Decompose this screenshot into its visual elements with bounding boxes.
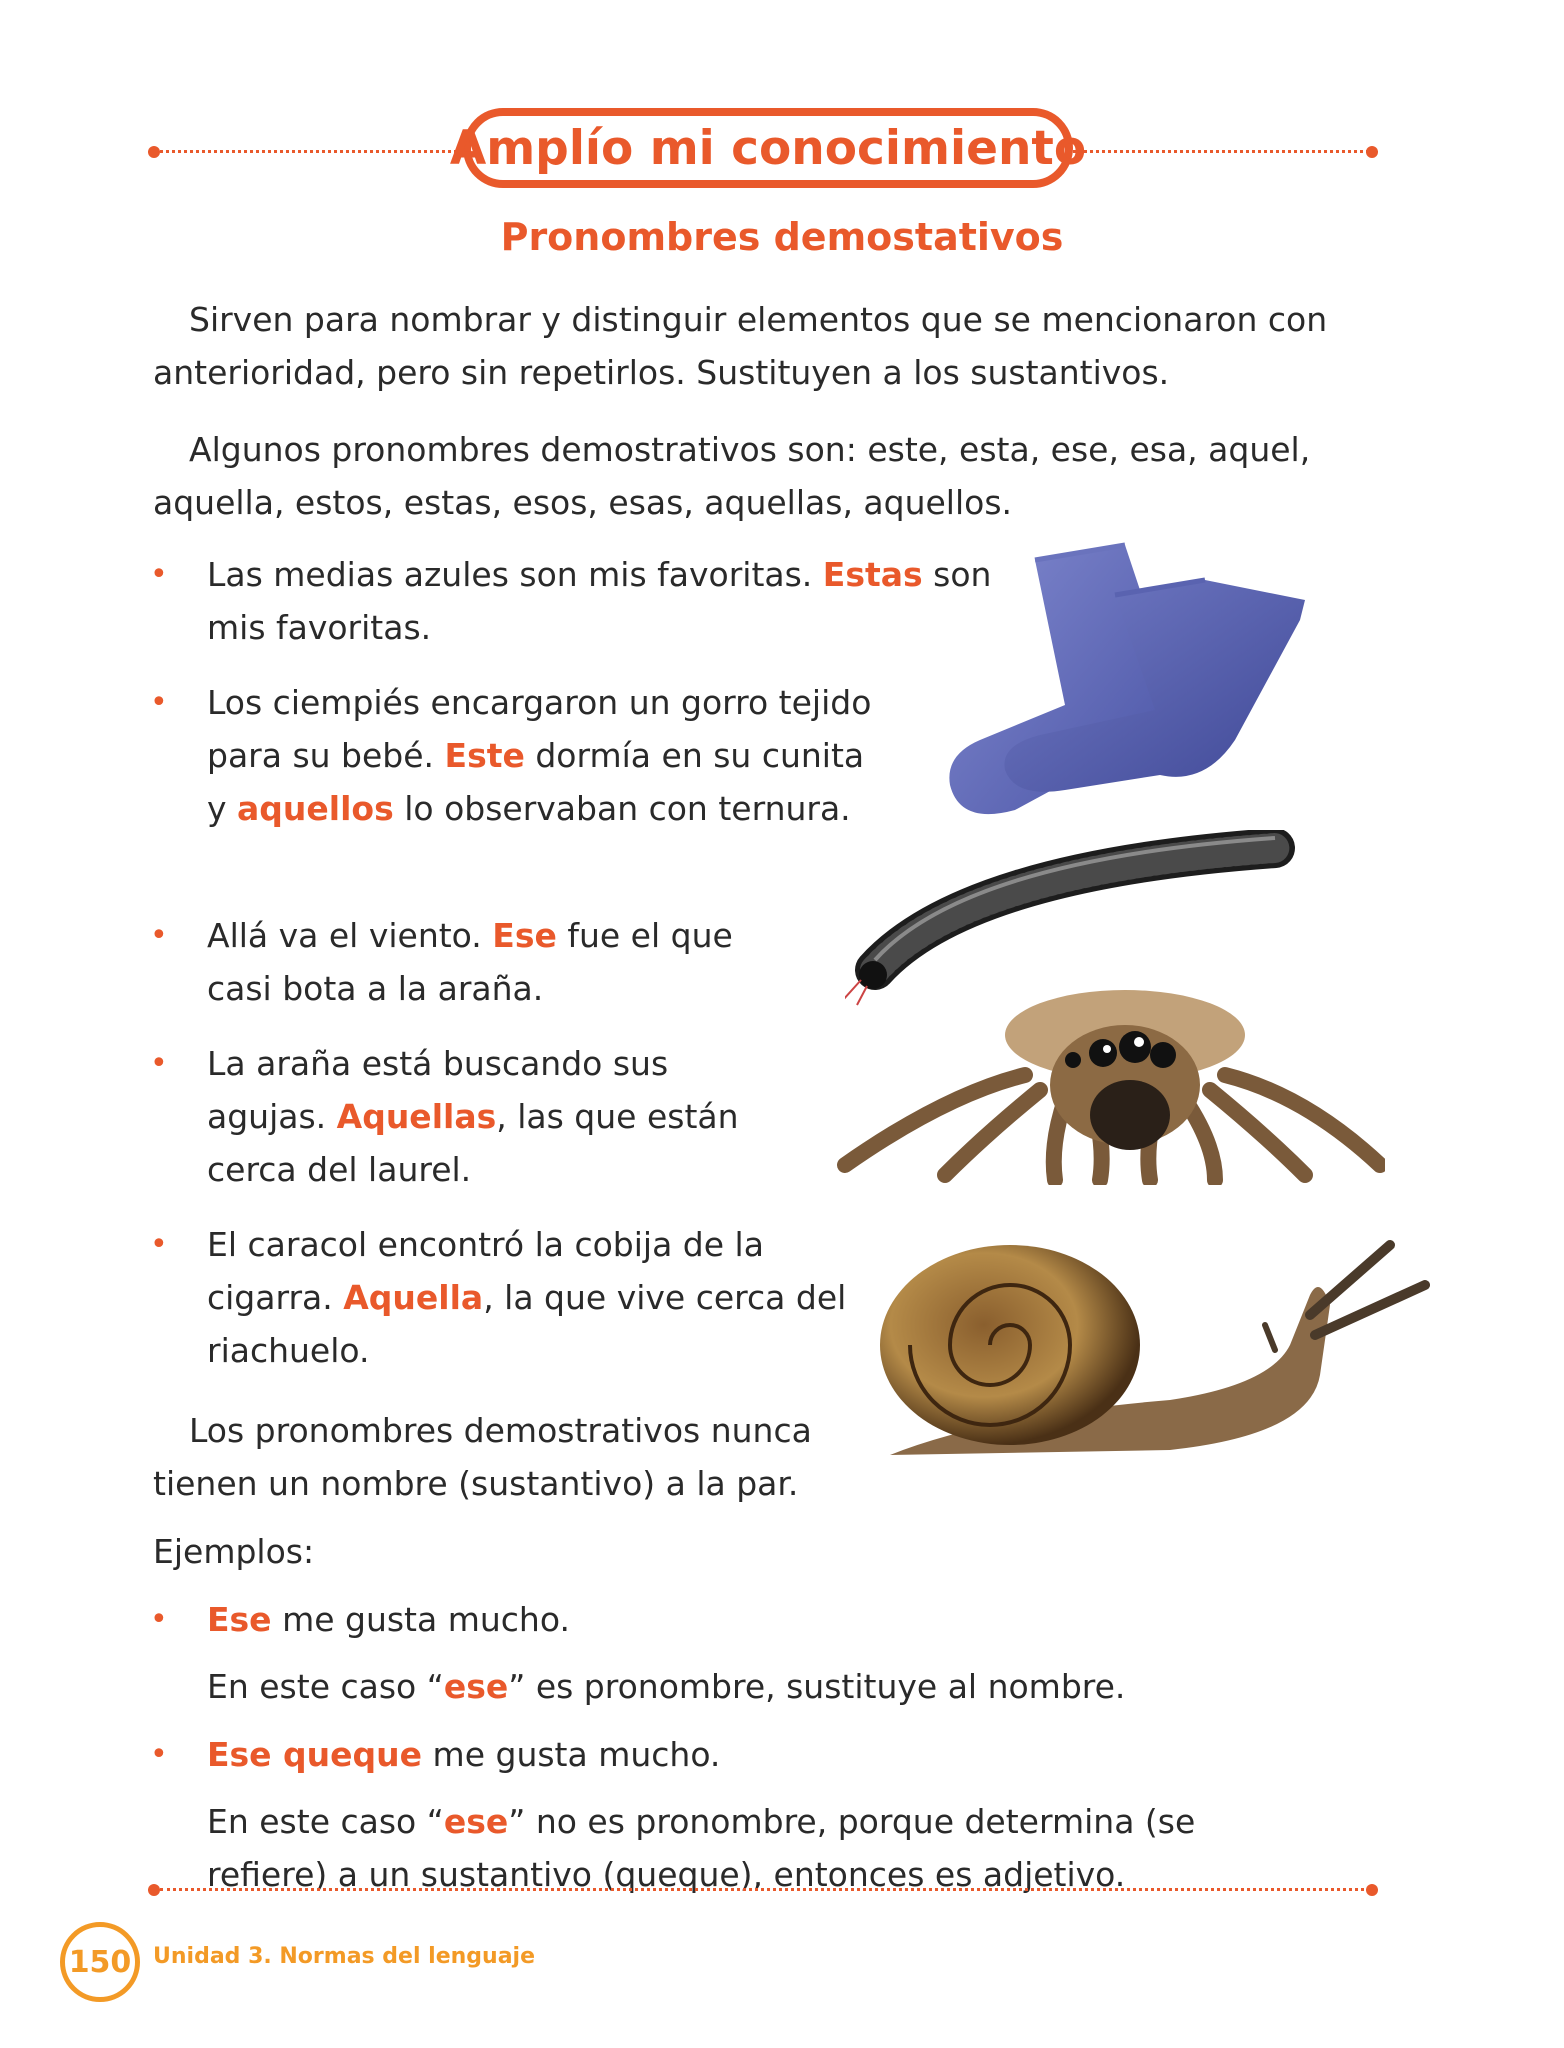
bullet-marker: • [150, 557, 168, 592]
example-explanation: En este caso “ese” no es pronombre, porque determina (se refiere) a un sustantivo (queque), entonces es adjetivo. [207, 1802, 1196, 1894]
footer-dot-right [1366, 1884, 1378, 1896]
footer-rule [160, 1888, 1370, 1891]
pronoun-highlight: Aquella [343, 1278, 484, 1317]
bullet-item-socks: Las medias azules son mis favoritas. Estas son mis favoritas. [207, 555, 992, 647]
bullet-marker: • [150, 1602, 168, 1637]
header-dot-right [1366, 146, 1378, 158]
millipede-image [845, 830, 1305, 1010]
pronoun-highlight: Estas [822, 555, 923, 594]
pronoun-highlight: Aquellas [336, 1097, 497, 1136]
header-rule-right [1073, 150, 1369, 153]
pronoun-highlight: ese [443, 1802, 509, 1841]
lesson-subtitle: Pronombres demostativos [500, 215, 1064, 259]
bullet-marker: • [150, 1737, 168, 1772]
pronoun-highlight: ese [443, 1667, 509, 1706]
pronoun-highlight: Ese queque [207, 1735, 423, 1774]
bullet-marker: • [150, 918, 168, 953]
example-sentence: Ese queque me gusta mucho. [207, 1735, 721, 1774]
header-rule-left [160, 150, 463, 153]
rule-paragraph: Los pronombres demostrativos nunca tienen un nombre (sustantivo) a la par. [153, 1411, 812, 1503]
bullet-marker: • [150, 1046, 168, 1081]
section-title: Amplío mi conocimiento [449, 120, 1087, 176]
examples-label: Ejemplos: [153, 1532, 315, 1571]
bullet-marker: • [150, 1227, 168, 1262]
unit-label: Unidad 3. Normas del lenguaje [153, 1944, 536, 1969]
bullet-item-spider: La araña está buscando sus agujas. Aquellas, las que están cerca del laurel. [207, 1044, 739, 1189]
page-number: 150 [60, 1922, 140, 2002]
pronoun-highlight: aquellos [237, 789, 394, 828]
socks-image [865, 540, 1305, 820]
bullet-item-centipede: Los ciempiés encargaron un gorro tejido para su bebé. Este dormía en su cunita y aquellos lo observaban con ternura. [207, 683, 872, 828]
bullet-marker: • [150, 685, 168, 720]
section-header [449, 108, 1087, 188]
pronoun-highlight: Ese [207, 1600, 272, 1639]
example-sentence: Ese me gusta mucho. [207, 1600, 570, 1639]
bullet-item-snail: El caracol encontró la cobija de la cigarra. Aquella, la que vive cerca del riachuelo. [207, 1225, 847, 1370]
footer-dot-left [148, 1884, 160, 1896]
pronoun-list-paragraph: Algunos pronombres demostrativos son: este, esta, ese, esa, aquel, aquella, estos, estas, esos, esas, aquellas, aquellos. [153, 430, 1311, 522]
bullet-item-wind: Allá va el viento. Ese fue el que casi bota a la araña. [207, 916, 733, 1008]
example-explanation: En este caso “ese” es pronombre, sustituye al nombre. [207, 1667, 1126, 1706]
pronoun-highlight: Ese [492, 916, 557, 955]
snail-image [870, 1235, 1430, 1465]
intro-paragraph: Sirven para nombrar y distinguir elementos que se mencionaron con anterioridad, pero sin repetirlos. Sustituyen a los sustantivos. [153, 300, 1328, 392]
header-dot-left [148, 146, 160, 158]
spider-image [825, 985, 1385, 1185]
pronoun-highlight: Este [444, 736, 525, 775]
